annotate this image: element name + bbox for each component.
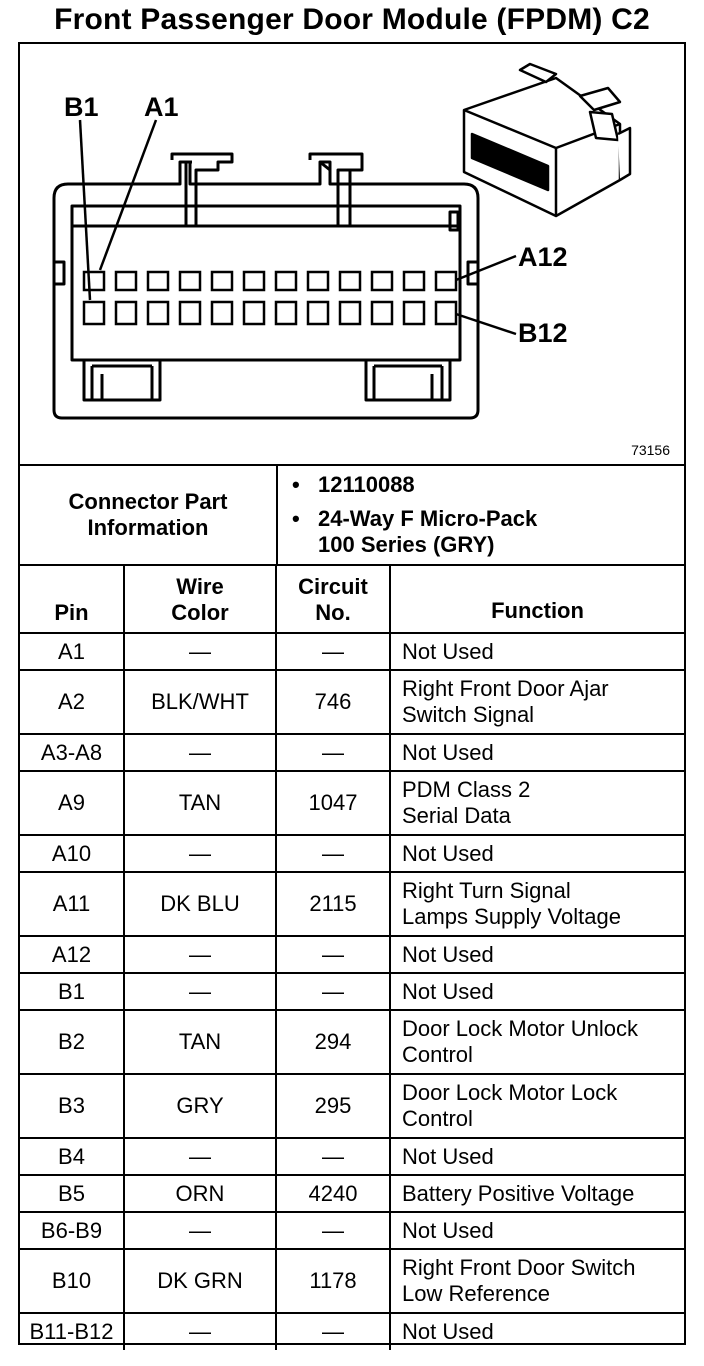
circuit-cell: — — [276, 734, 390, 771]
circuit-cell: 746 — [276, 670, 390, 734]
pin-cell: B3 — [20, 1074, 124, 1138]
wire-color-cell: — — [124, 633, 276, 670]
connector-diagram — [20, 44, 684, 464]
header-wire-color: Wire Color — [124, 565, 276, 633]
table-row — [20, 771, 684, 835]
pinout-table — [20, 564, 684, 1350]
table-row — [20, 1010, 684, 1074]
table-row — [20, 670, 684, 734]
pin-cell: B10 — [20, 1249, 124, 1313]
wire-color-cell: GRY — [124, 1074, 276, 1138]
pin-cell: B5 — [20, 1175, 124, 1212]
circuit-cell: — — [276, 633, 390, 670]
table-row — [20, 1212, 684, 1249]
header-circuit: Circuit No. — [276, 565, 390, 633]
pin-cell: B2 — [20, 1010, 124, 1074]
circuit-cell: 2115 — [276, 872, 390, 936]
wire-color-cell: — — [124, 734, 276, 771]
pin-cell: A9 — [20, 771, 124, 835]
label-b1: B1 — [64, 92, 99, 122]
function-cell: Not Used — [390, 936, 684, 973]
pin-cell: B6-B9 — [20, 1212, 124, 1249]
connector-description: 24-Way F Micro-Pack 100 Series (GRY) — [318, 506, 538, 557]
function-cell: Door Lock Motor Lock Control — [390, 1074, 684, 1138]
wire-color-cell: — — [124, 973, 276, 1010]
circuit-cell: — — [276, 973, 390, 1010]
label-a12: A12 — [518, 242, 568, 272]
wire-color-cell: BLK/WHT — [124, 670, 276, 734]
pin-cell: B4 — [20, 1138, 124, 1175]
table-row — [20, 1249, 684, 1313]
page-title: Front Passenger Door Module (FPDM) C2 — [54, 3, 650, 36]
wire-color-cell: — — [124, 1313, 276, 1350]
function-cell: Door Lock Motor Unlock Control — [390, 1010, 684, 1074]
circuit-cell: 4240 — [276, 1175, 390, 1212]
connector-info-details — [277, 465, 684, 564]
function-cell: Not Used — [390, 973, 684, 1010]
function-cell: Not Used — [390, 1138, 684, 1175]
wire-color-cell: — — [124, 1212, 276, 1249]
wire-color-cell: — — [124, 835, 276, 872]
wire-color-cell: DK GRN — [124, 1249, 276, 1313]
wire-color-cell: DK BLU — [124, 872, 276, 936]
function-cell: Not Used — [390, 633, 684, 670]
connector-info-heading: Connector Part Information — [20, 465, 277, 564]
function-cell: Not Used — [390, 1212, 684, 1249]
table-row — [20, 872, 684, 936]
header-pin: Pin — [20, 565, 124, 633]
function-cell: Battery Positive Voltage — [390, 1175, 684, 1212]
circuit-cell: 294 — [276, 1010, 390, 1074]
circuit-cell: — — [276, 1138, 390, 1175]
function-cell: Not Used — [390, 835, 684, 872]
pin-cavities — [84, 272, 456, 324]
wire-color-cell: TAN — [124, 771, 276, 835]
part-number: 12110088 — [318, 472, 415, 497]
table-row — [20, 633, 684, 670]
function-cell: Right Turn Signal Lamps Supply Voltage — [390, 872, 684, 936]
pin-cell: B11-B12 — [20, 1313, 124, 1350]
table-row — [20, 1138, 684, 1175]
circuit-cell: — — [276, 835, 390, 872]
function-cell: Right Front Door Ajar Switch Signal — [390, 670, 684, 734]
pin-cell: A11 — [20, 872, 124, 936]
function-cell: Not Used — [390, 1313, 684, 1350]
table-row — [20, 1074, 684, 1138]
header-function: Function — [390, 565, 684, 633]
circuit-cell: — — [276, 1313, 390, 1350]
wire-color-cell: — — [124, 936, 276, 973]
pin-cell: A2 — [20, 670, 124, 734]
table-row — [20, 1175, 684, 1212]
table-row — [20, 835, 684, 872]
wire-color-cell: — — [124, 1138, 276, 1175]
circuit-cell: — — [276, 936, 390, 973]
function-cell: Not Used — [390, 734, 684, 771]
table-row — [20, 973, 684, 1010]
pin-cell: A1 — [20, 633, 124, 670]
function-cell: Right Front Door Switch Low Reference — [390, 1249, 684, 1313]
wire-color-cell: TAN — [124, 1010, 276, 1074]
connector-info-table — [20, 464, 684, 564]
table-row — [20, 1313, 684, 1350]
table-row — [20, 936, 684, 973]
pinout-rows — [20, 633, 684, 1350]
bullet: • — [292, 506, 300, 531]
function-cell: PDM Class 2 Serial Data — [390, 771, 684, 835]
pin-cell: A3-A8 — [20, 734, 124, 771]
pin-cell: B1 — [20, 973, 124, 1010]
table-row — [20, 734, 684, 771]
figure-id: 73156 — [631, 442, 670, 458]
connector-isometric — [464, 64, 630, 216]
circuit-cell: 1178 — [276, 1249, 390, 1313]
circuit-cell: 295 — [276, 1074, 390, 1138]
pin-cell: A10 — [20, 835, 124, 872]
wire-color-cell: ORN — [124, 1175, 276, 1212]
bullet: • — [292, 472, 300, 497]
connector-drawing — [20, 44, 684, 464]
label-b12: B12 — [518, 318, 568, 348]
circuit-cell: — — [276, 1212, 390, 1249]
label-a1: A1 — [144, 92, 179, 122]
pin-cell: A12 — [20, 936, 124, 973]
circuit-cell: 1047 — [276, 771, 390, 835]
